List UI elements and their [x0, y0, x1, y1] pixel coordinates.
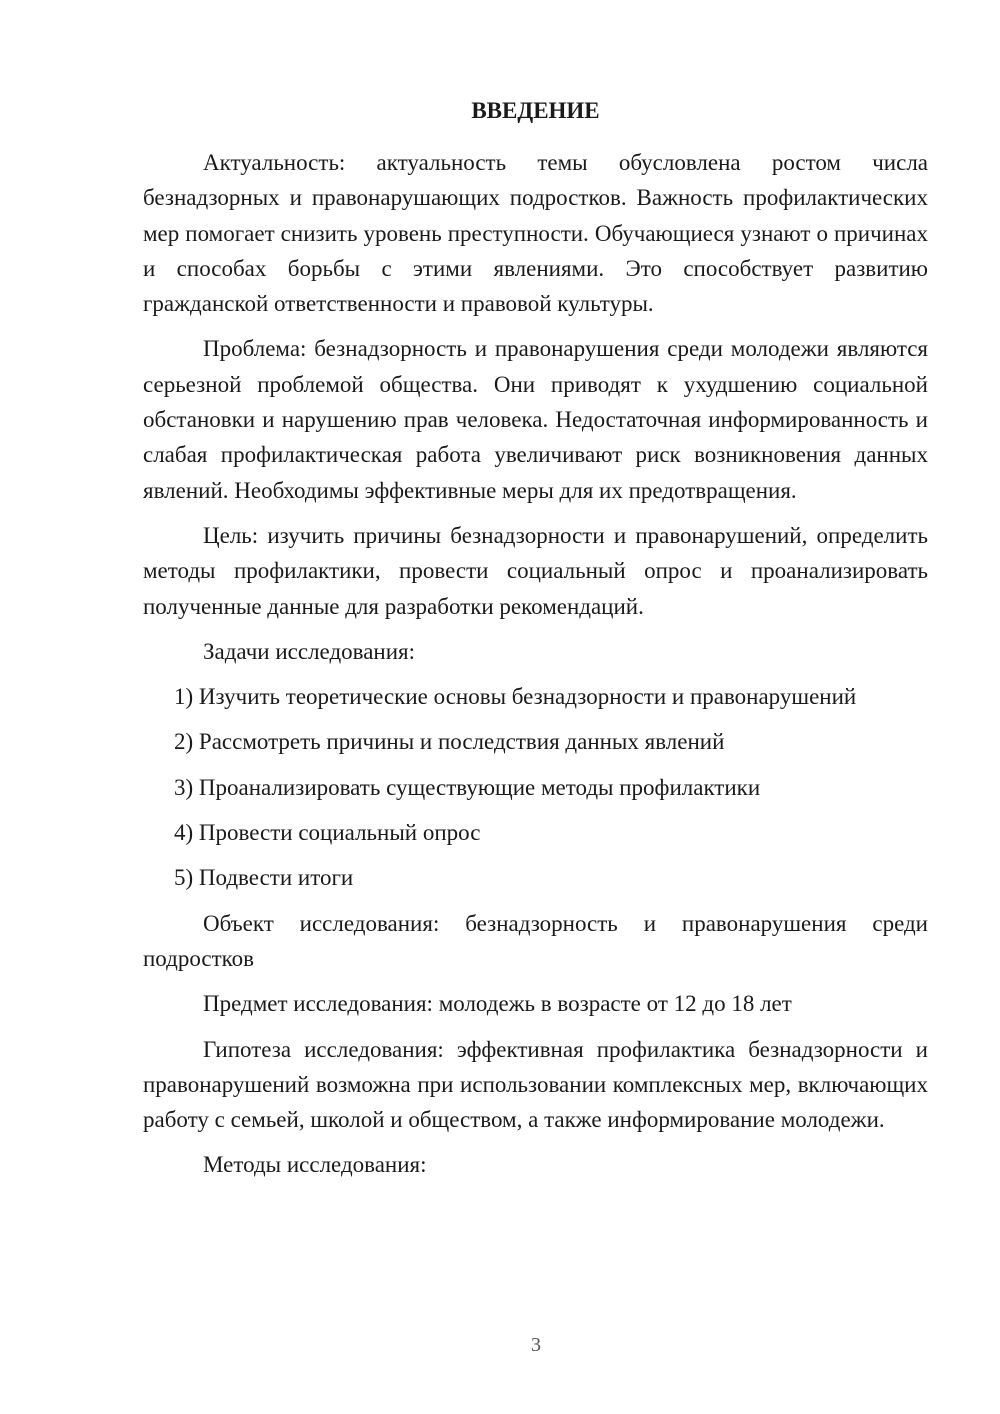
problem-paragraph: Проблема: безнадзорность и правонарушения среди молодежи являются серьезной проблемой общества. Они приводят к ухудшению социальной обстановки и нарушению прав человека. Недостаточная информированность и слабая профилактическая работа увеличивают риск возникновения данных явлений. Необходимы эффективные меры для их предотвращения. — [143, 336, 928, 503]
task-item: 4) Провести социальный опрос — [174, 820, 481, 846]
tasks-heading: Задачи исследования: — [203, 638, 416, 664]
relevance-paragraph: Актуальность: актуальность темы обусловлена ростом числа безнадзорных и правонарушающих подростков. Важность профилактических мер помогает снизить уровень преступности. Обучающиеся узнают о причинах и способах борьбы с этими явлениями. Это способствует развитию гражданской ответственности и правовой культуры. — [143, 150, 928, 317]
section-heading: ВВЕДЕНИЕ — [471, 98, 600, 123]
task-item: 5) Подвести итоги — [174, 865, 354, 891]
task-item: 2) Рассмотреть причины и последствия данных явлений — [174, 729, 725, 755]
tasks-list — [143, 679, 928, 895]
goal-paragraph: Цель: изучить причины безнадзорности и правонарушений, определить методы профилактики, провести социальный опрос и проанализировать полученные данные для разработки рекомендаций. — [143, 522, 928, 619]
object-paragraph: Объект исследования: безнадзорность и правонарушения среди подростков — [143, 910, 928, 971]
document-page — [143, 93, 928, 1193]
task-item: 1) Изучить теоретические основы безнадзорности и правонарушений — [174, 684, 857, 710]
task-item: 3) Проанализировать существующие методы профилактики — [174, 774, 761, 800]
subject-paragraph: Предмет исследования: молодежь в возрасте от 12 до 18 лет — [203, 991, 792, 1017]
page-number: 3 — [531, 1334, 541, 1356]
methods-paragraph: Методы исследования: — [203, 1152, 427, 1178]
hypothesis-paragraph: Гипотеза исследования: эффективная профилактика безнадзорности и правонарушений возможна при использовании комплексных мер, включающих работу с семьей, школой и обществом, а также информирование молодежи. — [143, 1036, 928, 1133]
